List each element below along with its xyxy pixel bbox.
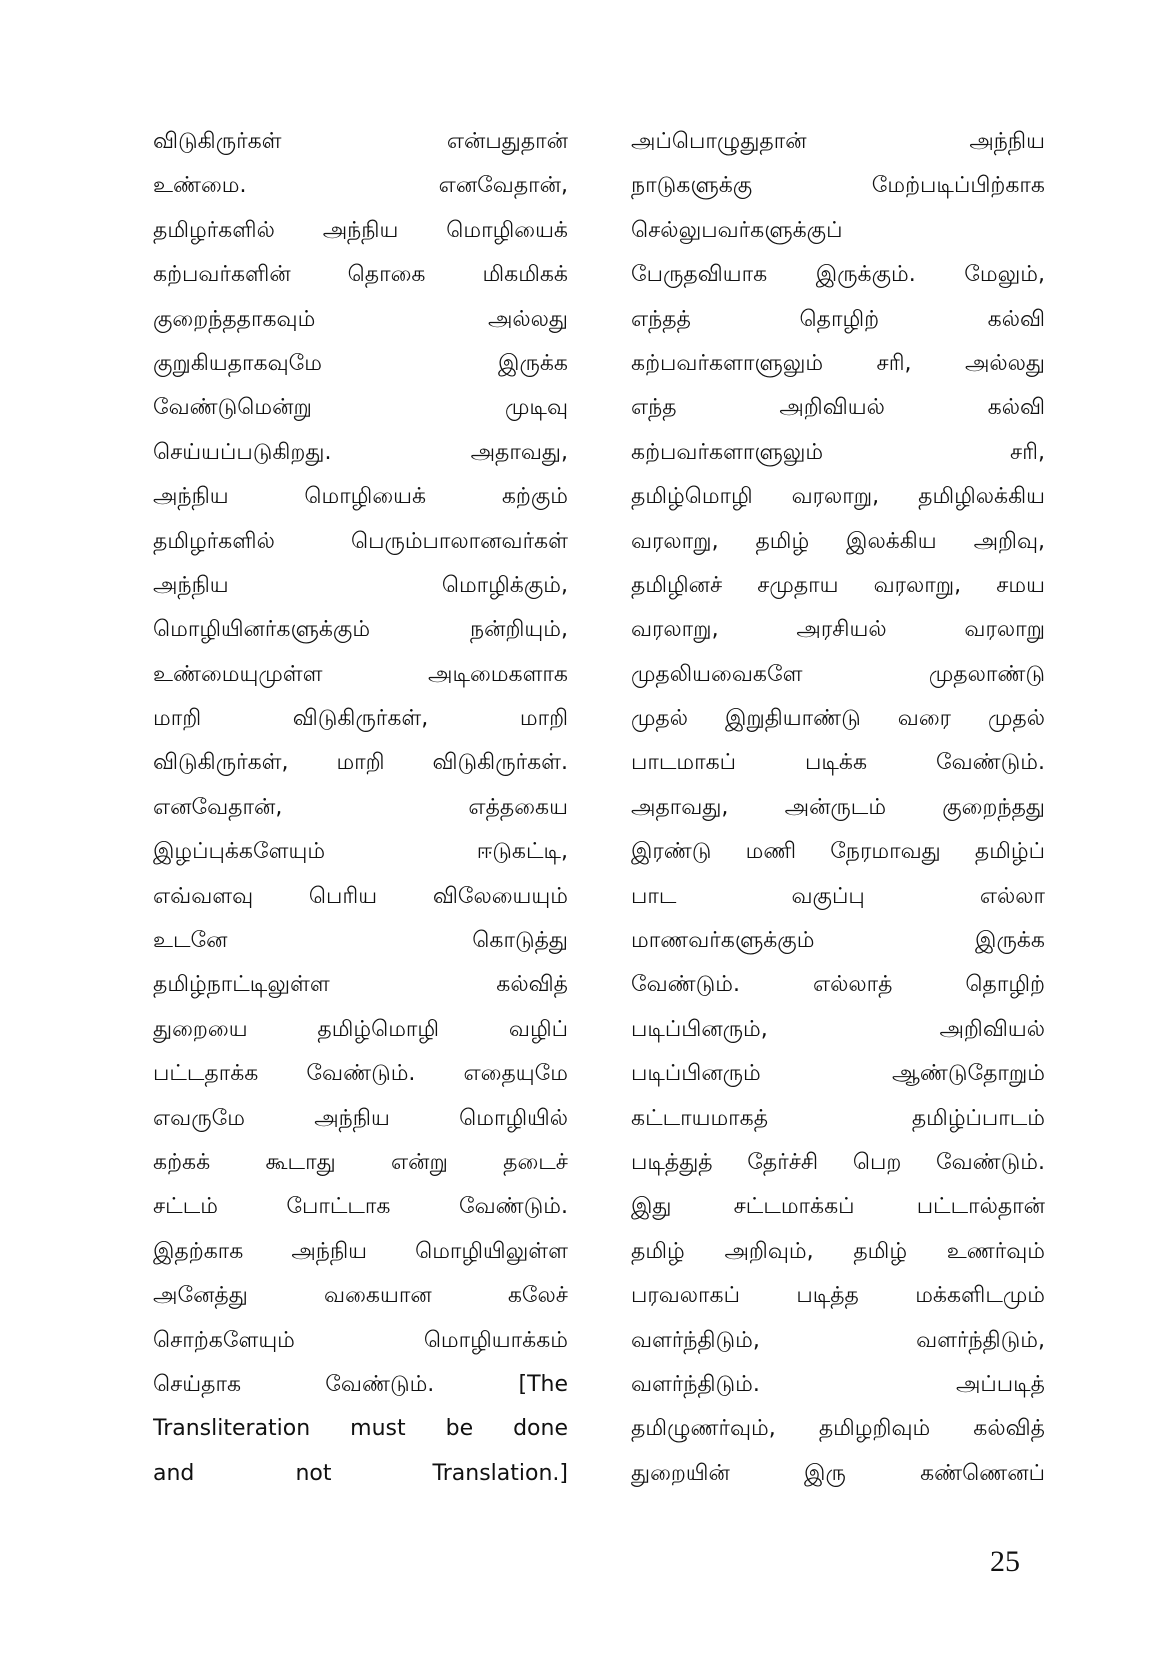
text-line: துறையின் இரு கண்ணெனப் (631, 1460, 1045, 1486)
text-line: வளர்ந்திடும், வளர்ந்திடும், (631, 1327, 1045, 1353)
text-line: எவ்வளவு பெரிய விலேயையும் (153, 883, 568, 909)
page-number: 25 (990, 1545, 1020, 1578)
text-line: செய்தாக வேண்டும். [The (153, 1371, 568, 1397)
text-line: வளர்ந்திடும். அப்படித் (631, 1371, 1045, 1397)
text-line: முதல் இறுதியாண்டு வரை முதல் (631, 706, 1045, 732)
text-line: தமிழர்களில் அந்நிய மொழியைக் (153, 217, 568, 243)
text-line: கற்பவர்களாளுலும் சரி, அல்லது (631, 350, 1045, 376)
text-line: அனேத்து வகையான கலேச் (153, 1283, 568, 1309)
text-line: குறுகியதாகவுமே இருக்க (153, 350, 568, 376)
text-line: உண்மை. எனவேதான், (153, 173, 568, 199)
text-line: எவருமே அந்நிய மொழியில் (153, 1105, 568, 1131)
text-line: சட்டம் போட்டாக வேண்டும். (153, 1194, 568, 1220)
text-line: முதலியவைகளே முதலாண்டு (631, 661, 1045, 687)
text-line: சொற்களேயும் மொழியாக்கம் (153, 1327, 568, 1353)
text-line: தமிழர்களில் பெரும்பாலானவர்கள் (153, 528, 568, 554)
text-line: கட்டாயமாகத் தமிழ்ப்பாடம் (631, 1105, 1045, 1131)
text-line: உண்மையுமுள்ள அடிமைகளாக (153, 661, 568, 687)
text-line: செய்யப்படுகிறது. அதாவது, (153, 439, 568, 465)
text-line: மாணவர்களுக்கும் இருக்க (631, 928, 1045, 954)
text-line: எந்தத் தொழிற் கல்வி (631, 306, 1045, 332)
text-line: படிப்பினரும், அறிவியல் (631, 1016, 1045, 1042)
text-line: வேண்டும். எல்லாத் தொழிற் (631, 972, 1045, 998)
right-text-column (631, 120, 1045, 1496)
text-line: பேருதவியாக இருக்கும். மேலும், (631, 262, 1045, 288)
text-line: இதற்காக அந்நிய மொழியிலுள்ள (153, 1238, 568, 1264)
text-line: அப்பொழுதுதான் அந்நிய (631, 129, 1045, 154)
left-text-column (153, 120, 568, 1496)
text-line: விடுகிருர்கள் என்பதுதான் (153, 129, 568, 154)
text-line: எனவேதான், எத்தகைய (153, 794, 568, 820)
text-line: தமிழ்மொழி வரலாறு, தமிழிலக்கிய (631, 484, 1045, 510)
text-line: பாட வகுப்பு எல்லா (631, 883, 1045, 909)
text-line: and not Translation.] (153, 1460, 568, 1486)
text-line: பாடமாகப் படிக்க வேண்டும். (631, 750, 1045, 776)
text-line: வேண்டுமென்று முடிவு (153, 395, 568, 421)
text-line: படித்துத் தேர்ச்சி பெற வேண்டும். (631, 1149, 1045, 1175)
text-line: மொழியினர்களுக்கும் நன்றியும், (153, 617, 568, 643)
text-line: கற்கக் கூடாது என்று தடைச் (153, 1149, 568, 1175)
text-line: இரண்டு மணி நேரமாவது தமிழ்ப் (631, 839, 1045, 865)
text-line: Transliteration must be done (153, 1416, 568, 1442)
text-line: அதாவது, அன்ருடம் குறைந்தது (631, 794, 1045, 820)
text-line: துறையை தமிழ்மொழி வழிப் (153, 1016, 568, 1042)
text-line: தமிழ்நாட்டிலுள்ள கல்வித் (153, 972, 568, 998)
text-line: இது சட்டமாக்கப் பட்டால்தான் (631, 1194, 1045, 1220)
text-line: விடுகிருர்கள், மாறி விடுகிருர்கள். (153, 750, 568, 776)
text-line: குறைந்ததாகவும் அல்லது (153, 306, 568, 332)
text-line: கற்பவர்களாளுலும் சரி, (631, 439, 1045, 465)
text-line: வரலாறு, தமிழ் இலக்கிய அறிவு, (631, 528, 1045, 554)
text-line: உடனே கொடுத்து (153, 928, 568, 954)
text-line: படிப்பினரும் ஆண்டுதோறும் (631, 1061, 1045, 1087)
text-line: தமிழுணர்வும், தமிழறிவும் கல்வித் (631, 1416, 1045, 1442)
text-line: செல்லுபவர்களுக்குப் (631, 217, 843, 243)
text-line: தமிழினச் சமுதாய வரலாறு, சமய (631, 572, 1045, 598)
text-line: அந்நிய மொழிக்கும், (153, 572, 568, 598)
text-line: மாறி விடுகிருர்கள், மாறி (153, 706, 568, 732)
text-line: எந்த அறிவியல் கல்வி (631, 395, 1045, 421)
text-line: அந்நிய மொழியைக் கற்கும் (153, 484, 568, 510)
text-line: இழப்புக்களேயும் ஈடுகட்டி, (153, 839, 568, 865)
text-line: நாடுகளுக்கு மேற்படிப்பிற்காக (631, 173, 1045, 199)
text-line: வரலாறு, அரசியல் வரலாறு (631, 617, 1045, 643)
text-line: பரவலாகப் படித்த மக்களிடமும் (631, 1283, 1045, 1309)
text-line: பட்டதாக்க வேண்டும். எதையுமே (153, 1061, 568, 1087)
text-line: தமிழ் அறிவும், தமிழ் உணர்வும் (631, 1238, 1045, 1264)
text-line: கற்பவர்களின் தொகை மிகமிகக் (153, 262, 568, 288)
